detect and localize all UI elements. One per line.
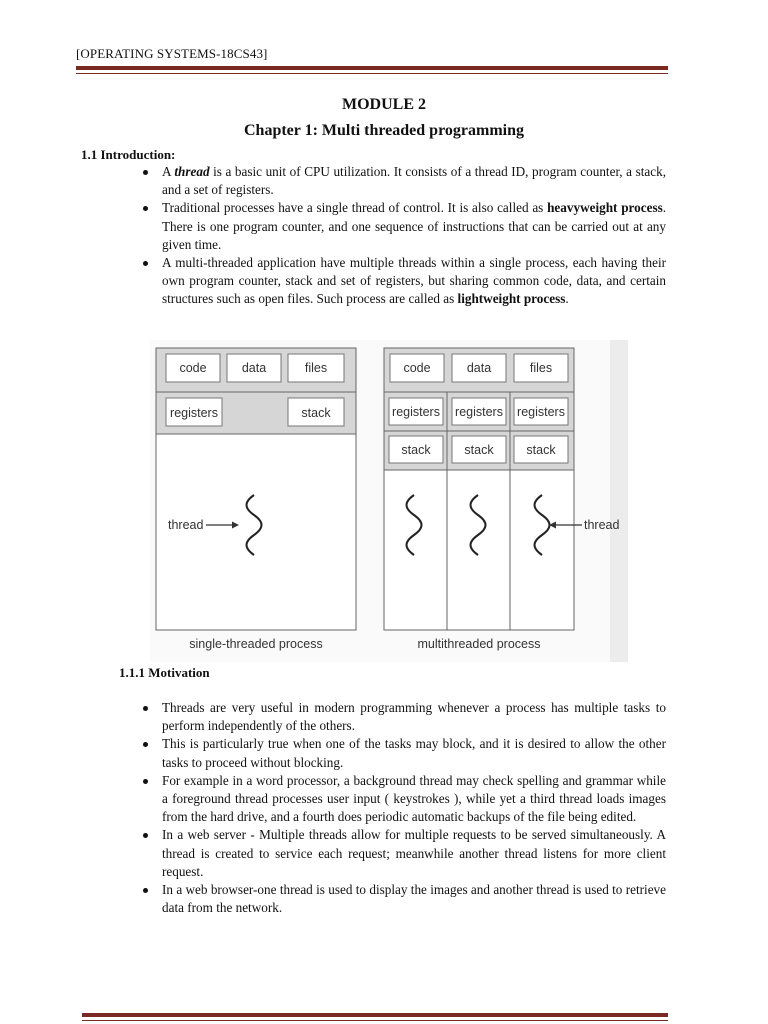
multi-code-label: code bbox=[403, 361, 431, 375]
intro-bullet-1-text-1: A bbox=[162, 164, 175, 179]
multi-files-label: files bbox=[529, 361, 553, 375]
single-registers-label: registers bbox=[170, 406, 218, 420]
single-code-label: code bbox=[179, 361, 207, 375]
introduction-list bbox=[140, 163, 666, 309]
multi-caption: multithreaded process bbox=[417, 637, 541, 651]
motivation-list bbox=[140, 699, 666, 917]
thread-diagram bbox=[150, 340, 628, 662]
single-thread-label: thread bbox=[168, 518, 204, 532]
header-rule-thick bbox=[76, 66, 668, 70]
intro-bullet-2-text-3: . There is one program counter, and one sequence of instructions that can be carried out at any given time. bbox=[162, 200, 667, 252]
multi-registers-label-2: registers bbox=[455, 405, 503, 419]
intro-bullet-3-text-2: lightweight process bbox=[457, 291, 566, 307]
multi-stack-label-2: stack bbox=[464, 443, 494, 457]
motivation-bullet-2: This is particularly true when one of the tasks may block, and it is desired to allow the other tasks to proceed without blocking. bbox=[140, 735, 666, 771]
single-data-label: data bbox=[241, 361, 267, 375]
intro-bullet-1-text-2: thread bbox=[174, 164, 210, 179]
multi-data-label: data bbox=[466, 361, 492, 375]
running-header: [OPERATING SYSTEMS-18CS43] bbox=[76, 46, 268, 61]
single-stack-label: stack bbox=[301, 406, 331, 420]
intro-bullet-2 bbox=[140, 199, 666, 254]
multi-registers-label-3: registers bbox=[517, 405, 565, 419]
module-title: MODULE 2 bbox=[342, 96, 426, 113]
motivation-bullet-3: For example in a word processor, a background thread may check spelling and grammar while a foreground thread processes user input ( keystrokes ), while yet a third thread loads images from the hard drive, and a fourth does periodic automatic backups of the file being edited. bbox=[140, 772, 666, 827]
intro-bullet-1 bbox=[140, 163, 666, 199]
intro-bullet-1-text-3: is a basic unit of CPU utilization. It consists of a thread ID, program counter, a stack, and a set of registers. bbox=[162, 164, 666, 198]
multi-stack-label-1: stack bbox=[401, 443, 431, 457]
footer-rule-thick bbox=[82, 1013, 668, 1017]
intro-bullet-3 bbox=[140, 254, 666, 309]
motivation-heading: 1.1.1 Motivation bbox=[119, 665, 210, 680]
intro-bullet-2-text-1: Traditional processes have a single thread of control. It is also called as bbox=[162, 200, 548, 216]
single-caption: single-threaded process bbox=[189, 637, 323, 651]
chapter-title: Chapter 1: Multi threaded programming bbox=[244, 122, 524, 139]
motivation-bullet-1: Threads are very useful in modern programming whenever a process has multiple tasks to perform independently of the others. bbox=[140, 699, 666, 735]
intro-bullet-3-text-1: A multi-threaded application have multiple threads within a single process, each having their own program counter, stack and set of registers, but sharing common code, data, and certain structures such as open files. Such process are called as bbox=[162, 255, 666, 307]
single-threaded-process bbox=[156, 348, 356, 651]
header-rule-thin bbox=[76, 73, 668, 74]
multi-thread-label: thread bbox=[584, 518, 620, 532]
introduction-heading: 1.1 Introduction: bbox=[81, 147, 176, 162]
motivation-bullet-4: In a web server - Multiple threads allow for multiple requests to be served simultaneously. A thread is created to service each request; meanwhile another thread listens for more client request. bbox=[140, 826, 666, 881]
multi-registers-label-1: registers bbox=[392, 405, 440, 419]
footer-rule-thin bbox=[82, 1020, 668, 1021]
single-files-label: files bbox=[304, 361, 328, 375]
multi-stack-label-3: stack bbox=[526, 443, 556, 457]
motivation-bullet-5: In a web browser-one thread is used to display the images and another thread is used to retrieve data from the network. bbox=[140, 881, 666, 917]
intro-bullet-3-text-3: . bbox=[565, 291, 569, 307]
intro-bullet-2-text-2: heavyweight process bbox=[547, 200, 663, 216]
